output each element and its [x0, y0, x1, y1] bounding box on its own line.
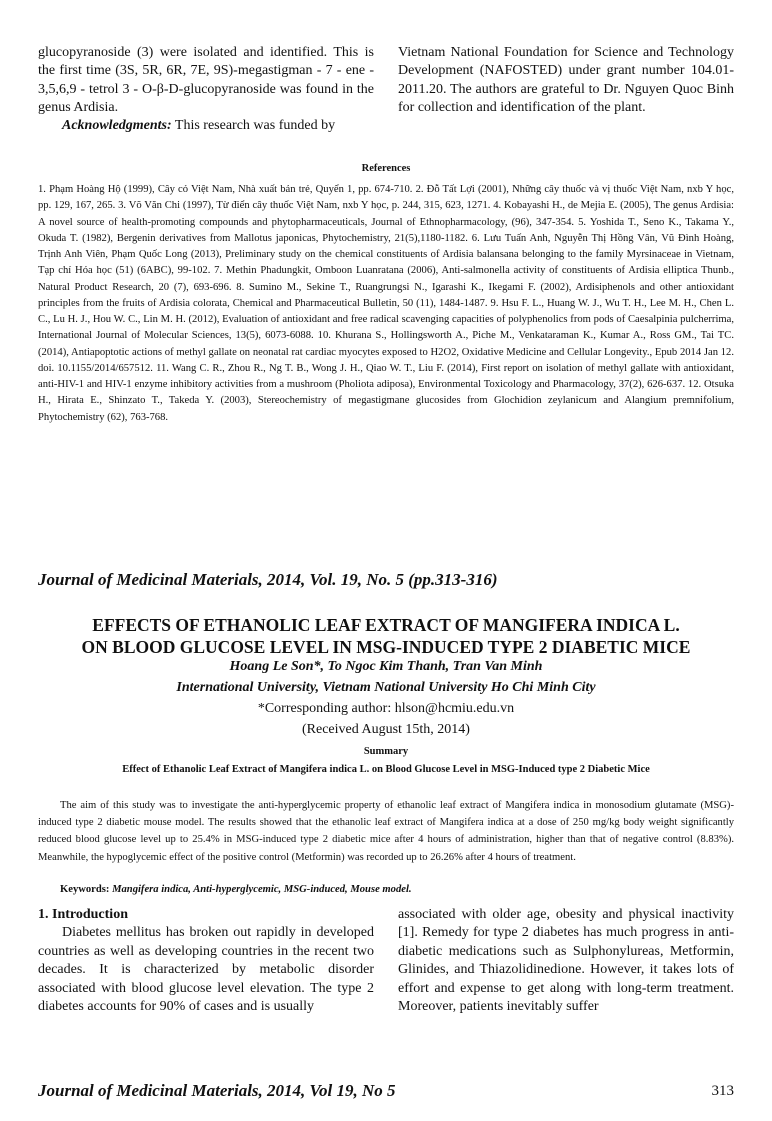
references-heading: References	[361, 163, 411, 174]
corresponding-author: *Corresponding author: hlson@hcmiu.edu.vn	[257, 701, 515, 716]
keywords-values: Mangifera indica, Anti-hyperglycemic, MSG-induced, Mouse model.	[109, 884, 412, 895]
journal-citation: Journal of Medicinal Materials, 2014, Vol. 19, No. 5 (pp.313-316)	[38, 570, 498, 589]
top-right-column	[398, 44, 734, 135]
page-number: 313	[711, 1083, 734, 1099]
received-date: (Received August 15th, 2014)	[302, 722, 470, 737]
isolation-paragraph: glucopyranoside (3) were isolated and identified. This is the first time (3S, 5R, 6R, 7E, 9S)-megastigman - 7 - ene - 3,5,6,9 - tetrol 3 - O-β-D-glucopyranoside was found in the genus Ardisia.	[38, 45, 374, 115]
acknowledgments-text: This research was funded by	[171, 118, 336, 134]
references-list: 1. Phạm Hoàng Hộ (1999), Cây cỏ Việt Nam, Nhà xuất bản trẻ, Quyển 1, pp. 674-710. 2. Đỗ Tất Lợi (2001), Những cây thuốc và vị thuốc Việt Nam, nxb Y học, pp. 129, 167, 265. 3. Võ Văn Chi (1997), Từ điển cây thuốc Việt Nam, nxb Y học, p. 244, 315, 623, 1271. 4. Kobayashi H., de Mejia E. (2005), The genus Ardisia: A novel source of health-promoting compounds and phytopharmaceuticals, Journal of Ethnopharmacology, (96), 347-354. 5. Yoshida T., Seno K., Takama Y., Okuda T. (1982), Bergenin derivatives from Mallotus japonicas, Phytochemistry, 21(5),1180-1182. 6. Lưu Tuấn Anh, Nguyễn Thị Hồng Vân, Vũ Đình Hoàng, Trịnh Anh Viên, Phạm Quốc Long (2013), Preliminary study on the chemical constituents of Ardisia balansana belonging to the family Myrsinaceae in Vietnam, Tạp chí Hóa học (51) (6ABC), 99-102. 7. Methin Phadungkit, Omboon Luanratana (2006), Anti-salmonella activity of constituents of Ardisia elliptica Thunb., Natural Product Research, 20 (7), 693-696. 8. Sumino M., Sekine T., Ruangrungsi N., Igarashi K., Ikegami F. (2002), Ardisiphenols and other antioxidant principles from the fruits of Ardisia colorata, Chemical and Pharmaceutical Bulletin, 50 (11), 1484-1487. 9. Hsu F. L., Huang W. J., Wu T. H., Lee M. H., Chen L. C., Lu H. J., Hou W. C., Lin M. H. (2012), Evaluation of antioxidant and free radical scavenging capacities of polyphenolics from pods of Caesalpinia pulcherrima, International Journal of Molecular Sciences, 13(5), 6073-6088. 10. Khurana S., Hollingsworth A., Piche M., Venkataraman K., Kumar A., Ross GM., Tai TC. (2014), Antiapoptotic actions of methyl gallate on neonatal rat cardiac myocytes exposed to H2O2, Oxidative Medicine and Cellular Longevity., Epub 2014 Jan 12. doi. 10.1155/2014/657512. 11. Wang C. R., Zhou R., Ng T. B., Wong J. H., Qiao W. T., Liu F. (2014), First report on isolation of methyl gallate with antioxidant, anti-HIV-1 and HIV-1 enzyme inhibitory activities from a mushroom (Pholiota adiposa), Environmental Toxicology and Pharmacology, 37(2), 626-637. 12. Otsuka H., Hirata E., Shinzato T., Takeda Y. (2003), Stereochemistry of megastigmane glucosides from Glochidion zeylanicum and Alangium premnifolium, Phytochemistry (62), 763-768.	[38, 184, 734, 423]
article-title	[0, 614, 772, 658]
summary-title: Effect of Ethanolic Leaf Extract of Mangifera indica L. on Blood Glucose Level in MSG-Induced type 2 Diabetic Mice	[122, 764, 650, 775]
article-title-line-2: ON BLOOD GLUCOSE LEVEL IN MSG-INDUCED TYPE 2 DIABETIC MICE	[81, 637, 691, 657]
introduction-paragraph-left: Diabetes mellitus has broken out rapidly in developed countries as well as developing countries in the recent two decades. It is characterized by metabolic disorder associated with blood glucose level elevation. The type 2 diabetes accounts for 90% of cases and is usually	[38, 925, 374, 1015]
keywords-label: Keywords:	[60, 884, 110, 895]
acknowledgments-paragraph	[38, 117, 374, 135]
funding-paragraph: Vietnam National Foundation for Science and Technology Development (NAFOSTED) under grant number 104.01-2011.20. The authors are grateful to Dr. Nguyen Quoc Binh for collection and identification of the plant.	[398, 45, 734, 115]
section-title-introduction: 1. Introduction	[38, 907, 128, 922]
article-title-line-1: EFFECTS OF ETHANOLIC LEAF EXTRACT OF MANGIFERA INDICA L.	[92, 615, 680, 635]
summary-heading: Summary	[363, 746, 409, 757]
affiliation: International University, Vietnam National University Ho Chi Minh City	[176, 680, 596, 695]
body-text	[38, 906, 734, 1016]
author-list: Hoang Le Son*, To Ngoc Kim Thanh, Tran Van Minh	[229, 659, 543, 674]
body-right-column	[398, 906, 734, 1016]
body-left-column	[38, 906, 374, 1016]
introduction-paragraph-right: associated with older age, obesity and physical inactivity [1]. Remedy for type 2 diabetes has much progress in anti-diabetic medications such as Sulphonylureas, Metformin, Glinides, and Thiazolidinedione. However, it takes lots of effort and expense to get along with long-term treatment. Moreover, patients inevitably suffer	[398, 907, 734, 1015]
footer-journal: Journal of Medicinal Materials, 2014, Vol 19, No 5	[38, 1081, 396, 1100]
acknowledgments-label: Acknowledgments:	[62, 118, 172, 134]
summary-text: The aim of this study was to investigate the anti-hyperglycemic property of ethanolic leaf extract of Mangifera indica in monosodium glutamate (MSG)-induced type 2 diabetic mouse model. The results showed that the ethanolic leaf extract of Mangifera indica at a dose of 250 mg/kg body weight significantly reduced blood glucose level up to 25.4% in MSG-induced type 2 diabetic mice after 4 hours of administration, higher than that of negative control (8.83%). Meanwhile, the hypoglycemic effect of the positive control (Metformin) was recorded up to 26.26% after 4 hours of treatment.	[38, 800, 734, 863]
keywords-line	[60, 884, 412, 895]
top-left-column	[38, 44, 374, 135]
top-continuation	[38, 44, 734, 135]
